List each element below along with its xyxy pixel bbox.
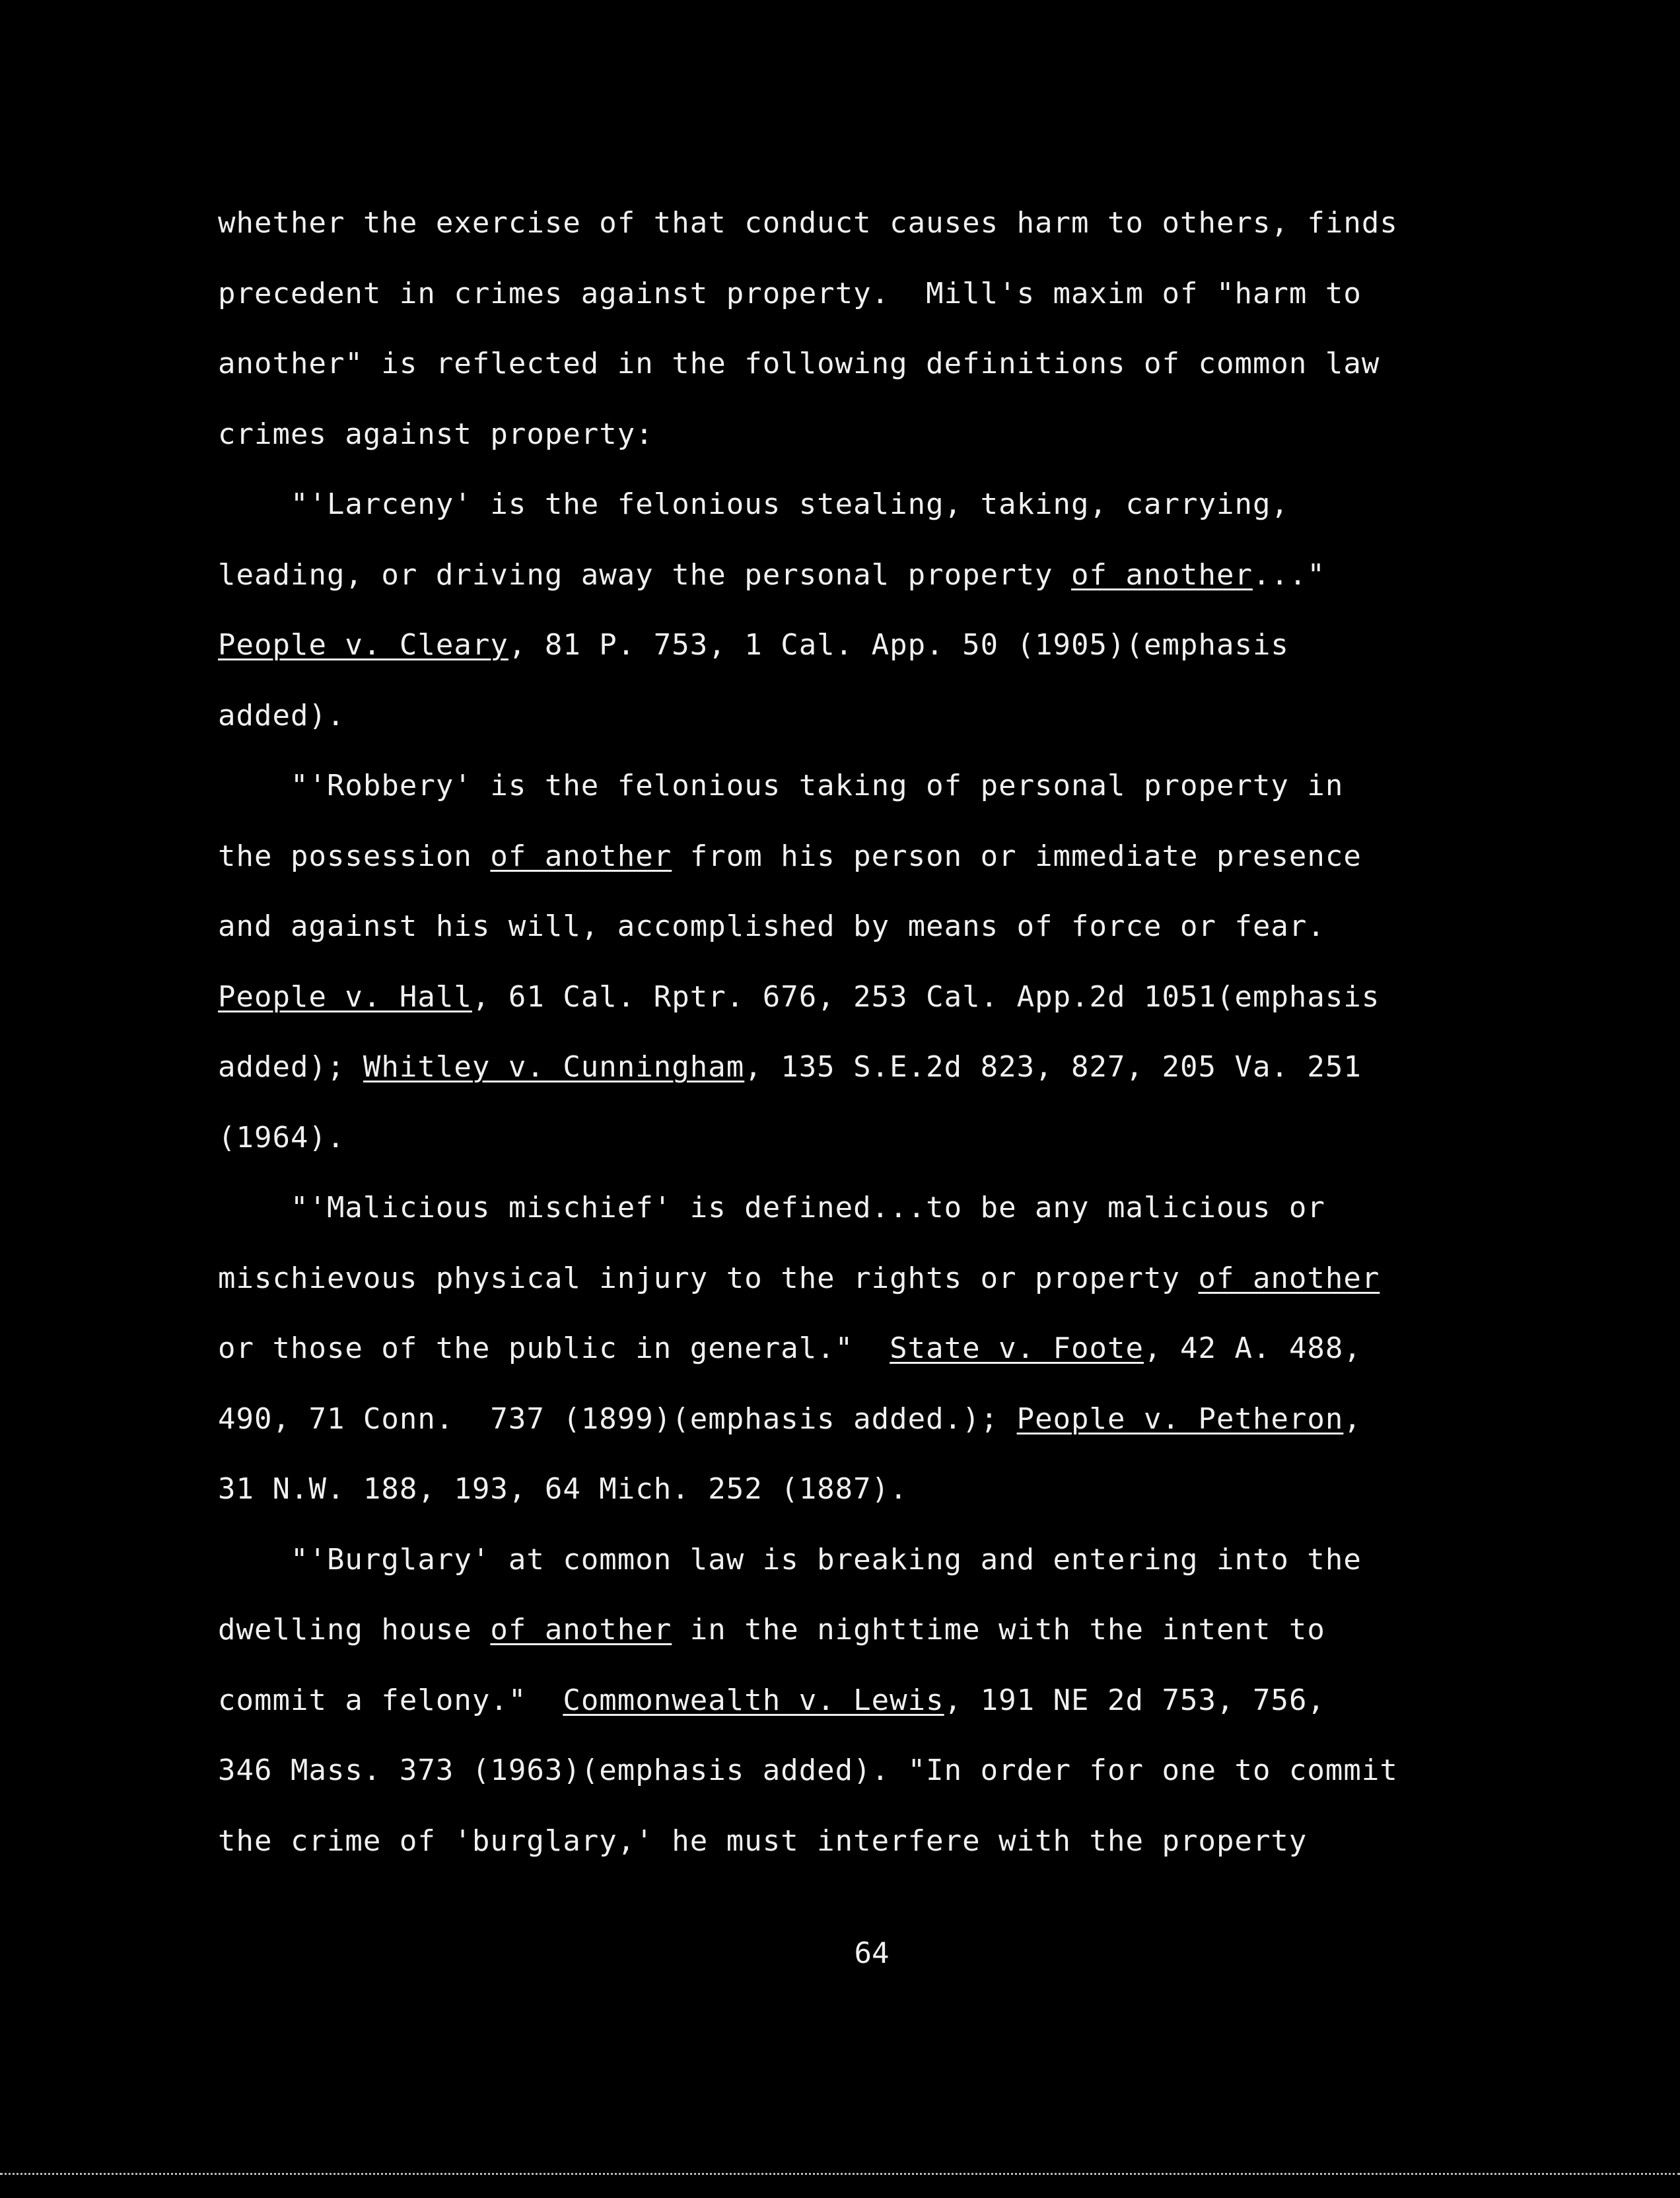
- text-line: [218, 205, 1398, 242]
- text-run: ,: [1343, 1402, 1362, 1436]
- text-line: [218, 1049, 1362, 1086]
- underlined-citation: of another: [1071, 558, 1253, 592]
- text-line: [218, 838, 1362, 875]
- underlined-citation: Whitley v. Cunningham: [363, 1050, 745, 1084]
- underlined-citation: Commonwealth v. Lewis: [563, 1684, 944, 1717]
- text-run: "'Robbery' is the felonious taking of personal property in: [218, 769, 1344, 802]
- text-run: 490, 71 Conn. 737 (1899)(emphasis added.);: [218, 1402, 1017, 1436]
- text-line: [218, 1612, 1325, 1648]
- text-run: "'Burglary' at common law is breaking and entering into the: [218, 1543, 1362, 1577]
- text-run: leading, or driving away the personal property: [218, 558, 1072, 592]
- underlined-citation: People v. Cleary: [218, 628, 508, 662]
- underlined-citation: of another: [1198, 1261, 1380, 1295]
- text-line: [218, 767, 1343, 804]
- text-run: added).: [218, 699, 345, 732]
- text-line: [218, 1752, 1398, 1789]
- text-run: another" is reflected in the following definitions of common law: [218, 347, 1380, 380]
- text-run: , 61 Cal. Rptr. 676, 253 Cal. App.2d 1051(emphasis: [472, 980, 1380, 1014]
- text-run: , 191 NE 2d 753, 756,: [944, 1684, 1325, 1717]
- text-line: [218, 275, 1362, 312]
- text-run: the crime of 'burglary,' he must interfere with the property: [218, 1824, 1308, 1858]
- underlined-citation: of another: [490, 839, 672, 873]
- text-run: and against his will, accomplished by means of force or fear.: [218, 909, 1325, 943]
- text-line: [218, 908, 1325, 945]
- text-line: [218, 1401, 1362, 1438]
- text-line: [218, 627, 1289, 664]
- underlined-citation: of another: [490, 1613, 672, 1647]
- underlined-citation: People v. Hall: [218, 980, 472, 1014]
- text-line: [218, 557, 1325, 594]
- text-line: [218, 345, 1380, 382]
- text-line: [218, 1119, 345, 1156]
- text-run: 31 N.W. 188, 193, 64 Mich. 252 (1887).: [218, 1472, 908, 1506]
- text-run: , 42 A. 488,: [1144, 1331, 1362, 1365]
- text-run: "'Larceny' is the felonious stealing, taking, carrying,: [218, 487, 1289, 521]
- text-run: 346 Mass. 373 (1963)(emphasis added). "In order for one to commit: [218, 1754, 1398, 1787]
- text-run: or those of the public in general.": [218, 1331, 890, 1365]
- text-run: (1964).: [218, 1121, 345, 1154]
- text-run: "'Malicious mischief' is defined...to be any malicious or: [218, 1191, 1325, 1224]
- text-line: [218, 416, 654, 453]
- text-line: [218, 1682, 1325, 1719]
- text-line: [218, 1542, 1362, 1578]
- text-run: precedent in crimes against property. Mill's maxim of "harm to: [218, 277, 1362, 310]
- text-line: [218, 1330, 1362, 1367]
- text-line: [218, 486, 1289, 523]
- scan-edge-divider: [0, 2173, 1680, 2175]
- text-run: mischievous physical injury to the rights or property: [218, 1261, 1199, 1295]
- text-line: [218, 1189, 1325, 1226]
- text-run: the possession: [218, 839, 491, 873]
- text-line: [218, 979, 1380, 1016]
- text-run: in the nighttime with the intent to: [672, 1613, 1325, 1647]
- underlined-citation: People v. Petheron: [1016, 1402, 1344, 1436]
- text-run: , 135 S.E.2d 823, 827, 205 Va. 251: [744, 1050, 1362, 1084]
- text-run: commit a felony.": [218, 1684, 563, 1717]
- text-run: crimes against property:: [218, 417, 654, 451]
- text-run: ...": [1252, 558, 1325, 592]
- text-run: from his person or immediate presence: [672, 839, 1362, 873]
- page-number: 64: [854, 1936, 890, 1970]
- text-line: [218, 697, 345, 734]
- text-run: added);: [218, 1050, 363, 1084]
- underlined-citation: State v. Foote: [890, 1331, 1144, 1365]
- text-run: dwelling house: [218, 1613, 491, 1647]
- text-line: [218, 1823, 1307, 1860]
- text-line: [218, 1471, 908, 1508]
- text-run: whether the exercise of that conduct causes harm to others, finds: [218, 206, 1398, 240]
- text-run: , 81 P. 753, 1 Cal. App. 50 (1905)(emphasis: [508, 628, 1289, 662]
- text-line: [218, 1260, 1380, 1297]
